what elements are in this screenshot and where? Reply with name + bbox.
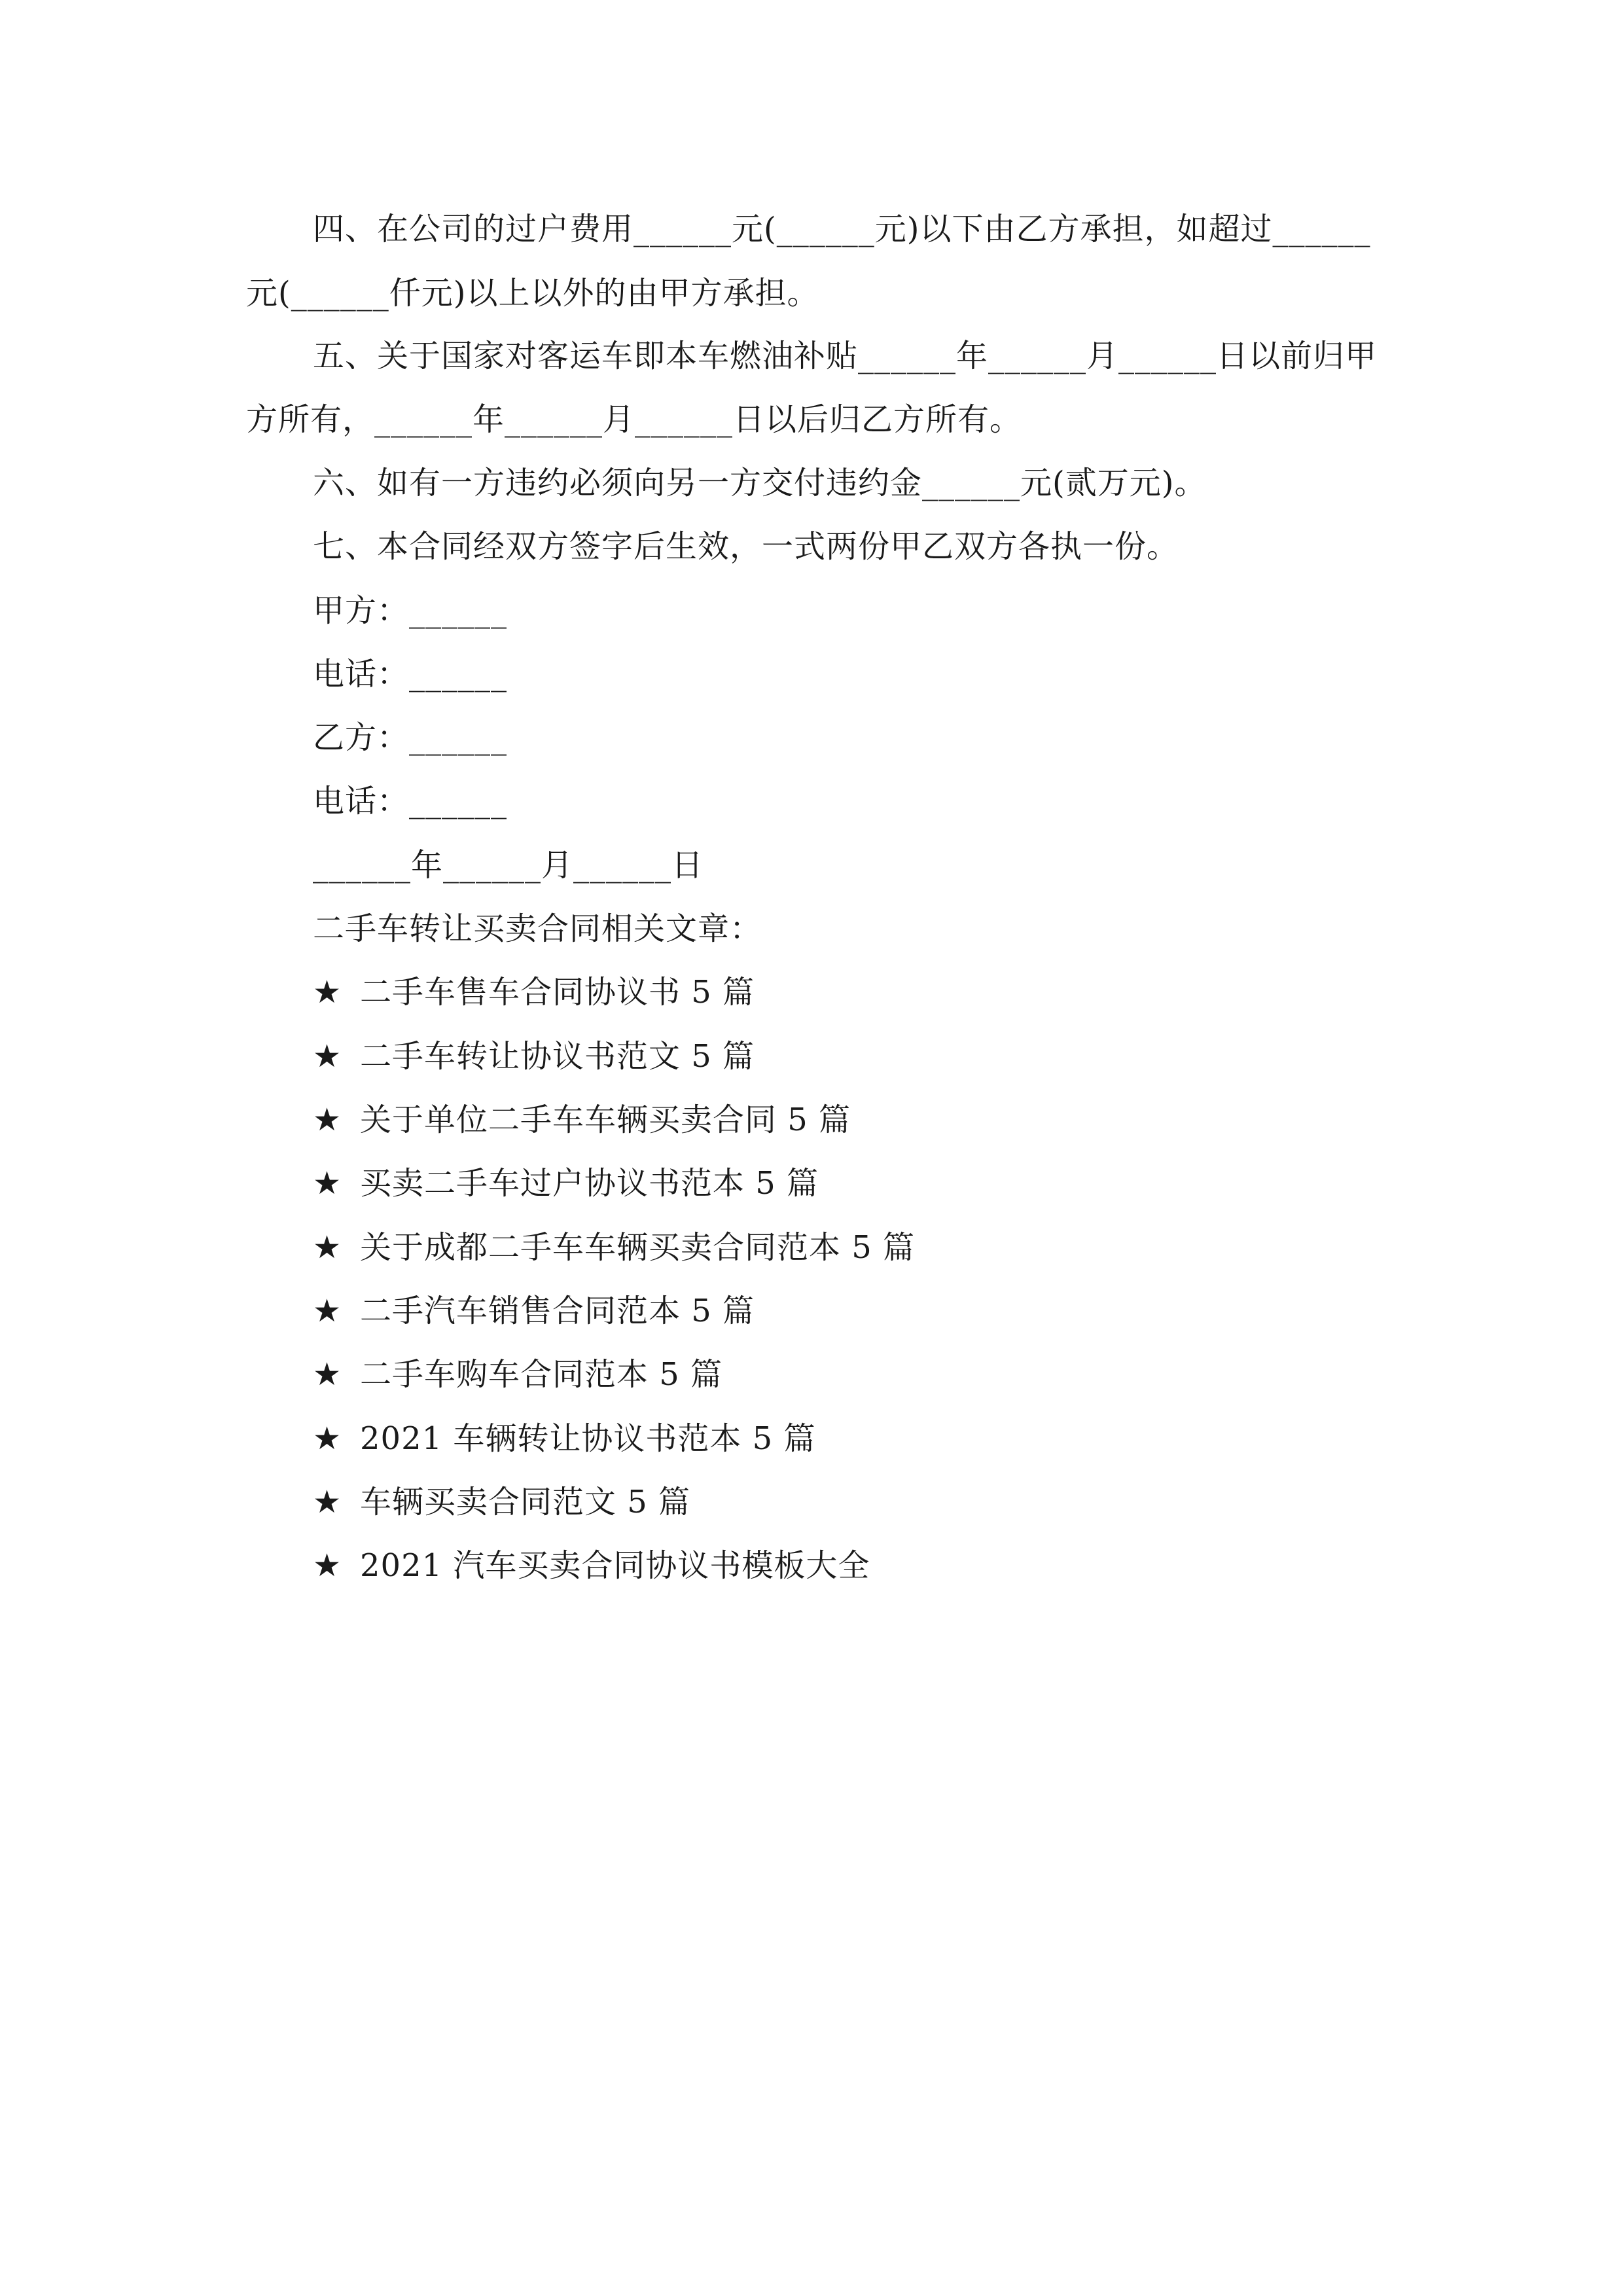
related-article-title: 车辆买卖合同范文 5 篇 [360,1484,691,1520]
related-article-link[interactable] [313,1291,755,1331]
related-article-link[interactable] [313,1164,819,1203]
star-icon: ★ [313,1229,342,1266]
star-icon: ★ [313,1293,342,1329]
related-article-title: 二手车售车合同协议书 5 篇 [360,974,755,1011]
related-article-title: 2021 车辆转让协议书范本 5 篇 [360,1420,816,1457]
star-icon: ★ [313,974,342,1011]
clause-five-line-2: 方所有，______年______月______日以后归乙方所有。 [246,401,1022,438]
related-article-link[interactable] [313,1546,870,1585]
signature-date: ______年______月______日 [313,847,704,884]
star-icon: ★ [313,1038,342,1075]
star-icon: ★ [313,1484,342,1520]
party-a-phone: 电话：______ [313,656,508,692]
related-article-link[interactable] [313,1355,722,1394]
clause-five-line-1: 五、关于国家对客运车即本车燃油补贴______年______月______日以前归甲 [313,338,1378,374]
related-articles-heading: 二手车转让买卖合同相关文章： [313,910,762,947]
related-article-title: 二手车转让协议书范文 5 篇 [360,1038,755,1075]
related-article-link[interactable] [313,1419,815,1458]
clause-four-line-2: 元(______仟元)以上以外的由甲方承担。 [246,275,819,312]
related-article-link[interactable] [313,1482,690,1522]
related-article-title: 关于单位二手车车辆买卖合同 5 篇 [360,1102,851,1138]
clause-four-line-1: 四、在公司的过户费用______元(______元)以下由乙方承担，如超过______ [313,211,1371,247]
star-icon: ★ [313,1356,342,1393]
clause-six: 六、如有一方违约必须向另一方交付违约金______元(贰万元)。 [313,465,1207,501]
related-article-title: 2021 汽车买卖合同协议书模板大全 [360,1547,870,1584]
star-icon: ★ [313,1420,342,1457]
related-article-title: 买卖二手车过户协议书范本 5 篇 [360,1165,819,1202]
star-icon: ★ [313,1165,342,1202]
party-b-phone: 电话：______ [313,783,508,819]
related-article-link[interactable] [313,973,755,1012]
star-icon: ★ [313,1102,342,1138]
related-article-title: 关于成都二手车车辆买卖合同范本 5 篇 [360,1229,916,1266]
related-article-title: 二手汽车销售合同范本 5 篇 [360,1293,755,1329]
related-article-link[interactable] [313,1100,851,1139]
related-article-link[interactable] [313,1037,755,1076]
related-article-link[interactable] [313,1228,915,1267]
party-b-signature: 乙方：______ [313,719,508,756]
related-article-title: 二手车购车合同范本 5 篇 [360,1356,723,1393]
party-a-signature: 甲方：______ [313,592,508,629]
clause-seven: 七、本合同经双方签字后生效，一式两份甲乙双方各执一份。 [313,528,1179,565]
star-icon: ★ [313,1547,342,1584]
